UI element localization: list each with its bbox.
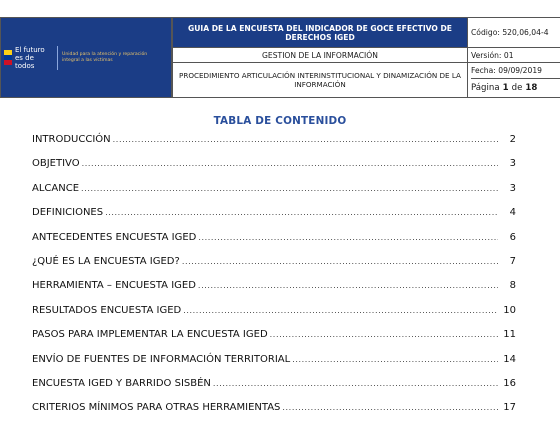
toc-leader-dots	[270, 330, 498, 339]
toc-leader-dots	[82, 159, 498, 168]
page-indicator	[471, 79, 540, 97]
page-of: de	[511, 82, 523, 93]
toc-leader-dots	[282, 403, 498, 412]
toc-entry[interactable]	[32, 402, 516, 426]
toc-entry-label: PASOS PARA IMPLEMENTAR LA ENCUESTA IGED	[32, 329, 268, 341]
toc-leader-dots	[182, 257, 498, 266]
page-total: 18	[525, 82, 538, 93]
toc-entry-page: 3	[509, 158, 516, 170]
toc-entry-label: DEFINICIONES	[32, 207, 104, 219]
toc-entry-page: 14	[503, 353, 516, 365]
toc-entry[interactable]	[32, 232, 516, 256]
toc-entry-label: ¿QUÉ ES LA ENCUESTA IGED?	[32, 255, 180, 267]
toc-entry-label: ALCANCE	[32, 182, 80, 194]
page-label: Página	[471, 82, 500, 93]
toc-entry[interactable]	[32, 134, 516, 158]
toc-leader-dots	[198, 281, 498, 290]
toc-entry[interactable]	[32, 158, 516, 182]
toc-entry-page: 4	[509, 207, 516, 219]
date-page-cell	[468, 63, 560, 98]
document-title: GUIA DE LA ENCUESTA DEL INDICADOR DE GOCE EFECTIVO DE DERECHOS IGED	[172, 17, 468, 48]
document-date: Fecha: 09/09/2019	[471, 64, 560, 79]
toc-leader-dots	[113, 135, 498, 144]
toc-entry-page: 8	[509, 280, 516, 292]
page-number: 1	[502, 82, 509, 93]
toc-entry[interactable]	[32, 378, 516, 402]
toc-leader-dots	[213, 379, 498, 388]
toc-entry-page: 3	[509, 182, 516, 194]
toc-entry-page: 16	[503, 377, 516, 389]
logo-block	[0, 17, 172, 98]
toc-entry-label: HERRAMIENTA – ENCUESTA IGED	[32, 280, 196, 292]
toc-leader-dots	[198, 233, 498, 242]
toc-entry-label: OBJETIVO	[32, 158, 80, 170]
document-header	[0, 17, 560, 98]
toc-entry[interactable]	[32, 305, 516, 329]
toc-entry[interactable]	[32, 183, 516, 207]
toc-entry-label: INTRODUCCIÓN	[32, 134, 111, 145]
toc-entry-label: ENCUESTA IGED Y BARRIDO SISBÉN	[32, 377, 211, 389]
document-procedure: PROCEDIMIENTO ARTICULACIÓN INTERINSTITUCIONAL Y DINAMIZACIÓN DE LA INFORMACIÓN	[172, 63, 468, 98]
logo-agency-name: Unidad para la atención y reparación integral a las víctimas	[62, 52, 148, 63]
toc-entry[interactable]	[32, 329, 516, 353]
toc-entry[interactable]	[32, 256, 516, 280]
flag-stripe-red	[4, 60, 12, 65]
logo-slogan: El futuro es de todos	[15, 46, 58, 70]
toc-entry-label: ENVÍO DE FUENTES DE INFORMACIÓN TERRITORIAL	[32, 353, 291, 365]
toc-leader-dots	[292, 355, 498, 364]
toc-entry[interactable]	[32, 354, 516, 378]
toc-title: TABLA DE CONTENIDO	[213, 115, 347, 127]
document-version: Versión: 01	[468, 48, 560, 63]
toc-leader-dots	[81, 184, 498, 193]
toc-leader-dots	[183, 306, 498, 315]
toc-entry[interactable]	[32, 280, 516, 304]
document-code: Código: 520,06,04-4	[468, 17, 560, 48]
toc-entry-page: 6	[509, 231, 516, 243]
toc-entry-page: 17	[503, 402, 516, 414]
table-of-contents	[32, 134, 516, 427]
toc-entry-page: 11	[503, 329, 516, 341]
toc-entry-label: RESULTADOS ENCUESTA IGED	[32, 304, 182, 316]
toc-entry-page: 2	[509, 134, 516, 145]
toc-leader-dots	[105, 208, 498, 217]
toc-entry-label: ANTECEDENTES ENCUESTA IGED	[32, 231, 197, 243]
document-section: GESTION DE LA INFORMACIÓN	[172, 48, 468, 63]
colombia-flag-icon	[4, 50, 12, 66]
toc-entry-label: CRITERIOS MÍNIMOS PARA OTRAS HERRAMIENTAS	[32, 402, 281, 414]
toc-entry-page: 10	[503, 304, 516, 316]
toc-entry[interactable]	[32, 207, 516, 231]
toc-entry-page: 7	[509, 255, 516, 267]
